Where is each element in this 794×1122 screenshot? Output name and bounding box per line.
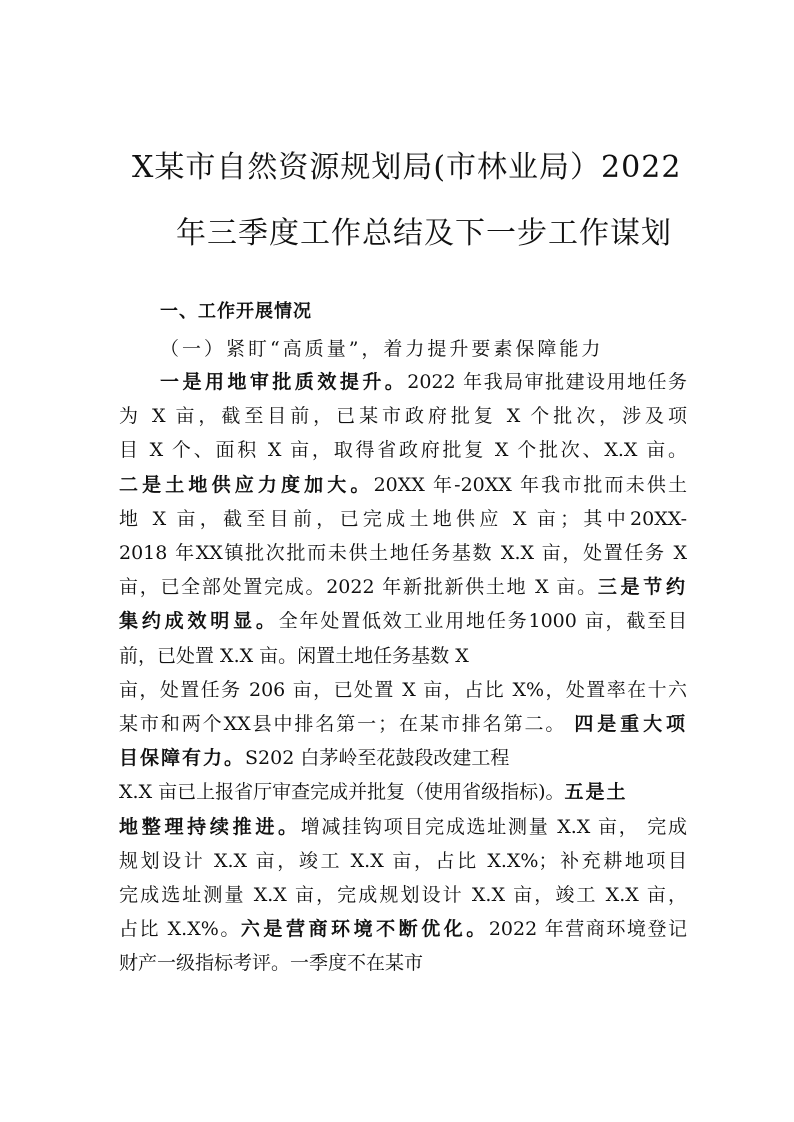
document-title-line-2: 年三季度工作总结及下一步工作谋划	[176, 216, 672, 251]
text-run: 20XX 年-20XX 年我市批而未供土	[373, 473, 687, 496]
bold-lead-phrase: 五是土	[564, 781, 628, 804]
paragraph-line	[119, 707, 687, 741]
text-run: 为 X 亩，截至目前，已某市政府批复 X 个批次，涉及项	[119, 405, 687, 428]
paragraph-line	[119, 844, 687, 878]
paragraph-line	[119, 810, 687, 844]
text-run: 占比 X.X%。	[119, 918, 241, 941]
paragraph-line	[119, 502, 687, 536]
text-run: X.X 亩已上报省厅审查完成并批复（使用省级指标)。	[119, 781, 565, 804]
bold-lead-phrase: 六是营商环境不断优化。	[240, 918, 489, 941]
bold-lead-phrase: 一是用地审批质效提升。	[160, 371, 408, 393]
text-run: 某市和两个XX县中排名第一；在某市排名第二。	[119, 713, 575, 736]
text-run: 增减挂钩项目完成选址测量 X.X 亩， 完成	[300, 815, 687, 838]
text-run: 地 X 亩，截至目前，已完成土地供应 X 亩；其中20XX-	[119, 507, 687, 530]
paragraph-line	[119, 639, 687, 673]
paragraph-line	[119, 741, 687, 775]
paragraph-line	[119, 604, 687, 638]
paragraph-line	[119, 878, 687, 912]
bold-lead-phrase: 二是土地供应力度加大。	[119, 473, 374, 496]
text-run: 规划设计 X.X 亩，竣工 X.X 亩，占比 X.X%；补充耕地项目	[119, 849, 687, 872]
paragraph-line	[119, 399, 687, 433]
text-run: 亩，已全部处置完成。2022 年新批新供土地 X 亩。	[119, 576, 598, 599]
subsection-heading: （一）紧盯“高质量”，着力提升要素保障能力	[160, 338, 604, 360]
text-run: 亩，处置任务 206 亩，已处置 X 亩，占比 X%，处置率在十六	[119, 678, 687, 701]
bold-lead-phrase: 集约成效明显。	[119, 610, 279, 633]
paragraph-line	[119, 365, 687, 399]
text-run: 2022 年我局审批建设用地任务	[407, 371, 687, 393]
body-paragraph	[119, 365, 687, 981]
document-title-line-1: X某市自然资源规划局(市林业局）2022	[132, 150, 682, 185]
section-heading: 一、工作开展情况	[160, 301, 312, 322]
text-run: S202 白茅岭至花鼓段改建工程	[245, 747, 510, 770]
bold-lead-phrase: 目保障有力。	[119, 747, 246, 770]
paragraph-line	[119, 946, 687, 980]
paragraph-line	[119, 433, 687, 467]
bold-lead-phrase: 地整理持续推进。	[119, 815, 301, 838]
text-run: 全年处置低效工业用地任务1000 亩，截至目	[278, 610, 687, 633]
text-run: 2022 年营商环境登记	[488, 918, 687, 941]
text-run: 前，已处置 X.X 亩。闲置土地任务基数 X	[119, 644, 469, 667]
paragraph-line	[119, 570, 687, 604]
paragraph-line	[119, 775, 687, 809]
text-run: 目 X 个、面积 X 亩，取得省政府批复 X 个批次、X.X 亩。	[119, 439, 687, 462]
text-run: 财产一级指标考评。一季度不在某市	[119, 952, 424, 975]
paragraph-line	[119, 468, 687, 502]
bold-lead-phrase: 四是重大项	[574, 713, 687, 736]
paragraph-line	[119, 673, 687, 707]
text-run: 2018 年XX镇批次批而未供土地任务基数 X.X 亩，处置任务 X	[119, 542, 687, 565]
bold-lead-phrase: 三是节约	[597, 576, 687, 599]
paragraph-line	[119, 536, 687, 570]
text-run: 完成选址测量 X.X 亩，完成规划设计 X.X 亩，竣工 X.X 亩，	[119, 884, 687, 907]
paragraph-line	[119, 912, 687, 946]
